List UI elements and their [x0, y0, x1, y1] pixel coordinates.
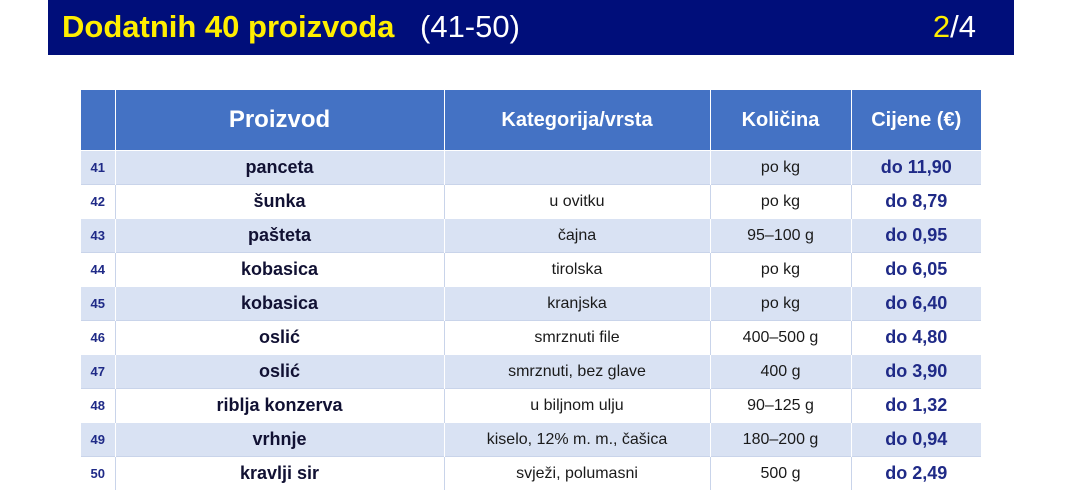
product-price: do 0,95: [851, 219, 981, 253]
product-name: oslić: [115, 321, 444, 355]
header-product: Proizvod: [115, 90, 444, 151]
table-row: [81, 151, 981, 185]
item-range: (41-50): [420, 9, 520, 44]
product-name: panceta: [115, 151, 444, 185]
product-name: vrhnje: [115, 423, 444, 457]
product-name: kobasica: [115, 253, 444, 287]
row-number: 41: [81, 151, 115, 185]
product-quantity: po kg: [710, 151, 851, 185]
row-number: 48: [81, 389, 115, 423]
product-name: oslić: [115, 355, 444, 389]
product-name: šunka: [115, 185, 444, 219]
row-number: 44: [81, 253, 115, 287]
price-table: [81, 90, 981, 490]
product-price: do 6,05: [851, 253, 981, 287]
product-category: kranjska: [444, 287, 710, 321]
table-row: [81, 287, 981, 321]
row-number: 42: [81, 185, 115, 219]
product-price: do 0,94: [851, 423, 981, 457]
product-quantity: po kg: [710, 253, 851, 287]
product-category: [444, 151, 710, 185]
table-row: [81, 389, 981, 423]
header-category: Kategorija/vrsta: [444, 90, 710, 151]
product-category: u biljnom ulju: [444, 389, 710, 423]
product-quantity: 500 g: [710, 457, 851, 491]
product-price: do 6,40: [851, 287, 981, 321]
table-row: [81, 321, 981, 355]
table-row: [81, 185, 981, 219]
product-category: svježi, polumasni: [444, 457, 710, 491]
table-header-row: [81, 90, 981, 151]
product-quantity: 90–125 g: [710, 389, 851, 423]
row-number: 47: [81, 355, 115, 389]
product-category: u ovitku: [444, 185, 710, 219]
product-category: tirolska: [444, 253, 710, 287]
product-name: kobasica: [115, 287, 444, 321]
table-row: [81, 355, 981, 389]
table-row: [81, 253, 981, 287]
product-quantity: 95–100 g: [710, 219, 851, 253]
product-price: do 1,32: [851, 389, 981, 423]
product-name: kravlji sir: [115, 457, 444, 491]
table-row: [81, 457, 981, 491]
table-row: [81, 423, 981, 457]
product-category: smrznuti, bez glave: [444, 355, 710, 389]
product-price: do 11,90: [851, 151, 981, 185]
product-name: pašteta: [115, 219, 444, 253]
product-price: do 2,49: [851, 457, 981, 491]
table-row: [81, 219, 981, 253]
row-number: 50: [81, 457, 115, 491]
product-category: smrznuti file: [444, 321, 710, 355]
product-price: do 4,80: [851, 321, 981, 355]
product-quantity: po kg: [710, 287, 851, 321]
page-indicator: [933, 9, 976, 45]
product-quantity: po kg: [710, 185, 851, 219]
header-number: [81, 90, 115, 151]
row-number: 43: [81, 219, 115, 253]
product-quantity: 180–200 g: [710, 423, 851, 457]
title-banner: [48, 0, 1014, 55]
slide-title: Dodatnih 40 proizvoda: [62, 9, 395, 44]
product-category: čajna: [444, 219, 710, 253]
page-current: 2: [932, 9, 951, 44]
page-total: /4: [950, 9, 976, 44]
product-category: kiselo, 12% m. m., čašica: [444, 423, 710, 457]
product-price: do 3,90: [851, 355, 981, 389]
row-number: 45: [81, 287, 115, 321]
header-quantity: Količina: [710, 90, 851, 151]
product-price: do 8,79: [851, 185, 981, 219]
product-quantity: 400–500 g: [710, 321, 851, 355]
header-price: Cijene (€): [851, 90, 981, 151]
row-number: 46: [81, 321, 115, 355]
product-name: riblja konzerva: [115, 389, 444, 423]
product-quantity: 400 g: [710, 355, 851, 389]
row-number: 49: [81, 423, 115, 457]
